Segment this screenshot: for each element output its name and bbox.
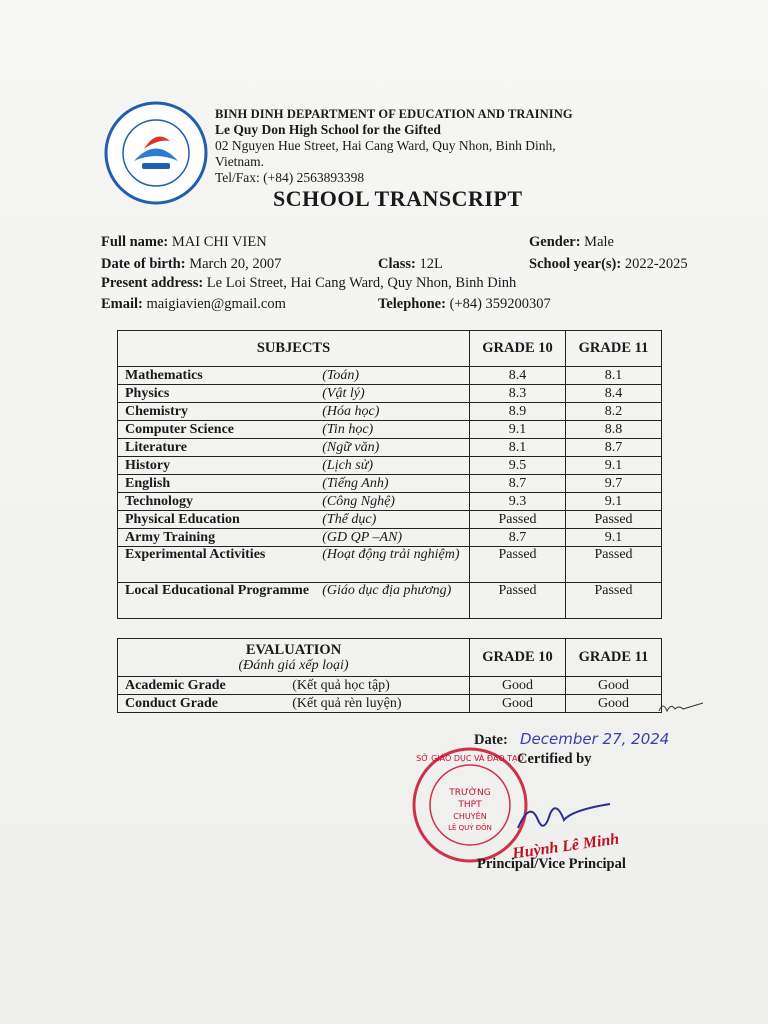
subject-vietnamese-name: (GD QP –AN) — [322, 529, 469, 547]
subject-row — [118, 547, 662, 583]
school-year-label: School year(s): — [529, 256, 622, 272]
subject-name: History — [118, 457, 323, 475]
grade11-value: Passed — [566, 511, 662, 529]
svg-text:LÊ QUÝ ĐÔN: LÊ QUÝ ĐÔN — [448, 824, 492, 832]
full-name-field — [101, 234, 267, 251]
grade10-value: 9.1 — [470, 421, 566, 439]
class-field — [378, 256, 443, 273]
subjects-header: SUBJECTS — [118, 331, 470, 367]
evaluation-row — [118, 695, 662, 713]
grade10-value: 8.3 — [470, 385, 566, 403]
dob-label: Date of birth: — [101, 256, 186, 272]
email-value: maigiavien@gmail.com — [146, 296, 286, 312]
grade10-value: 8.1 — [470, 439, 566, 457]
subject-name: Mathematics — [118, 367, 323, 385]
gender-label: Gender: — [529, 234, 581, 250]
grade11-value: 8.1 — [566, 367, 662, 385]
grade11-value: 8.4 — [566, 385, 662, 403]
subject-vietnamese-name: (Thể dục) — [322, 511, 469, 529]
grade10-value: Passed — [470, 583, 566, 619]
school-year-value: 2022-2025 — [624, 256, 688, 272]
eval-grade11-value: Good — [566, 677, 662, 695]
evaluation-table — [117, 638, 662, 713]
subject-row — [118, 385, 662, 403]
subject-row — [118, 421, 662, 439]
subject-row — [118, 529, 662, 547]
date-value: December 27, 2024 — [520, 730, 670, 748]
subject-row — [118, 367, 662, 385]
evaluation-row — [118, 677, 662, 695]
subject-name: Experimental Activities — [118, 547, 323, 583]
full-name-label: Full name: — [101, 234, 169, 250]
grade11-value: 8.2 — [566, 403, 662, 421]
full-name-value: MAI CHI VIEN — [171, 234, 267, 250]
grade10-value: 9.3 — [470, 493, 566, 511]
school-header — [215, 106, 635, 186]
evaluation-body — [118, 677, 662, 713]
date-label: Date: — [474, 732, 508, 748]
subject-name: Physical Education — [118, 511, 323, 529]
subject-vietnamese-name: (Lịch sử) — [322, 457, 469, 475]
grade10-value: 9.5 — [470, 457, 566, 475]
address-value: Le Loi Street, Hai Cang Ward, Quy Nhon, Binh Dinh — [206, 275, 517, 291]
svg-text:CHUYÊN: CHUYÊN — [453, 812, 487, 821]
eval-grade10-value: Good — [470, 677, 566, 695]
svg-text:THPT: THPT — [458, 800, 482, 810]
school-telfax: Tel/Fax: (+84) 2563893398 — [215, 170, 365, 185]
grade10-value: 8.4 — [470, 367, 566, 385]
subject-name: English — [118, 475, 323, 493]
telephone-value: (+84) 359200307 — [449, 296, 551, 312]
initials-mark — [657, 697, 707, 717]
grade11-value: 9.1 — [566, 529, 662, 547]
grade11-value: 8.8 — [566, 421, 662, 439]
grade11-header: GRADE 11 — [566, 331, 662, 367]
eval-grade10-header: GRADE 10 — [470, 639, 566, 677]
dob-value: March 20, 2007 — [189, 256, 282, 272]
signer-name: Huỳnh Lê Minh — [511, 830, 621, 863]
grade11-value: Passed — [566, 547, 662, 583]
address-field — [101, 275, 516, 292]
svg-text:SỞ GIÁO DỤC VÀ ĐÀO TẠO: SỞ GIÁO DỤC VÀ ĐÀO TẠO — [416, 754, 524, 763]
subject-vietnamese-name: (Hoạt động trải nghiệm) — [322, 547, 469, 583]
evaluation-title: EVALUATION — [245, 641, 342, 658]
subject-row — [118, 493, 662, 511]
school-year-field — [529, 256, 688, 273]
grade10-header: GRADE 10 — [470, 331, 566, 367]
dob-field — [101, 256, 281, 273]
grade10-value: Passed — [470, 511, 566, 529]
evaluation-header-row — [118, 639, 662, 677]
page-title: SCHOOL TRANSCRIPT — [273, 186, 523, 211]
department-name: BINH DINH DEPARTMENT OF EDUCATION AND TRAINING — [215, 107, 573, 121]
grade10-value: 8.7 — [470, 529, 566, 547]
subject-vietnamese-name: (Tiếng Anh) — [322, 475, 469, 493]
subject-row — [118, 475, 662, 493]
subject-vietnamese-name: (Ngữ văn) — [322, 439, 469, 457]
subjects-header-row — [118, 331, 662, 367]
subject-name: Computer Science — [118, 421, 323, 439]
evaluation-vietnamese-name: (Kết quả rèn luyện) — [292, 695, 469, 713]
subject-vietnamese-name: (Hóa học) — [322, 403, 469, 421]
grade10-value: Passed — [470, 547, 566, 583]
subject-name: Literature — [118, 439, 323, 457]
subject-row — [118, 439, 662, 457]
subject-name: Physics — [118, 385, 323, 403]
subject-row — [118, 403, 662, 421]
evaluation-subtitle: (Đánh giá xếp loại) — [238, 657, 349, 673]
school-address-line1: 02 Nguyen Hue Street, Hai Cang Ward, Quy Nhon, Binh Dinh, — [215, 138, 556, 153]
school-address-line2: Vietnam. — [215, 154, 265, 169]
class-label: Class: — [378, 256, 416, 272]
subjects-body — [118, 367, 662, 619]
grade10-value: 8.7 — [470, 475, 566, 493]
eval-grade11-value: Good — [566, 695, 662, 713]
subject-name: Chemistry — [118, 403, 323, 421]
telephone-label: Telephone: — [378, 296, 446, 312]
evaluation-name: Conduct Grade — [118, 695, 293, 713]
subject-row — [118, 583, 662, 619]
signer-role: Principal/Vice Principal — [477, 856, 626, 872]
school-logo — [104, 101, 208, 205]
eval-grade10-value: Good — [470, 695, 566, 713]
subject-row — [118, 457, 662, 475]
school-name: Le Quy Don High School for the Gifted — [215, 122, 441, 137]
grade11-value: 9.1 — [566, 457, 662, 475]
svg-text:TRƯỜNG: TRƯỜNG — [449, 788, 491, 798]
gender-value: Male — [584, 234, 614, 250]
grade11-value: Passed — [566, 583, 662, 619]
evaluation-header — [118, 639, 470, 677]
email-label: Email: — [101, 296, 143, 312]
subject-name: Local Educational Programme — [118, 583, 323, 619]
subject-vietnamese-name: (Công Nghệ) — [322, 493, 469, 511]
subject-vietnamese-name: (Vật lý) — [322, 385, 469, 403]
subject-vietnamese-name: (Giáo dục địa phương) — [322, 583, 469, 619]
subject-vietnamese-name: (Tin học) — [322, 421, 469, 439]
grade11-value: 9.7 — [566, 475, 662, 493]
subjects-table — [117, 330, 662, 619]
grade11-value: 8.7 — [566, 439, 662, 457]
subject-row — [118, 511, 662, 529]
subject-name: Technology — [118, 493, 323, 511]
eval-grade11-header: GRADE 11 — [566, 639, 662, 677]
evaluation-vietnamese-name: (Kết quả học tập) — [292, 677, 469, 695]
subject-vietnamese-name: (Toán) — [322, 367, 469, 385]
gender-field — [529, 234, 614, 251]
grade11-value: 9.1 — [566, 493, 662, 511]
subject-name: Army Training — [118, 529, 323, 547]
class-value: 12L — [419, 256, 443, 272]
email-field — [101, 296, 286, 313]
telephone-field — [378, 296, 551, 313]
evaluation-name: Academic Grade — [118, 677, 293, 695]
certified-by: Certified by — [517, 751, 592, 767]
grade10-value: 8.9 — [470, 403, 566, 421]
address-label: Present address: — [101, 275, 204, 291]
